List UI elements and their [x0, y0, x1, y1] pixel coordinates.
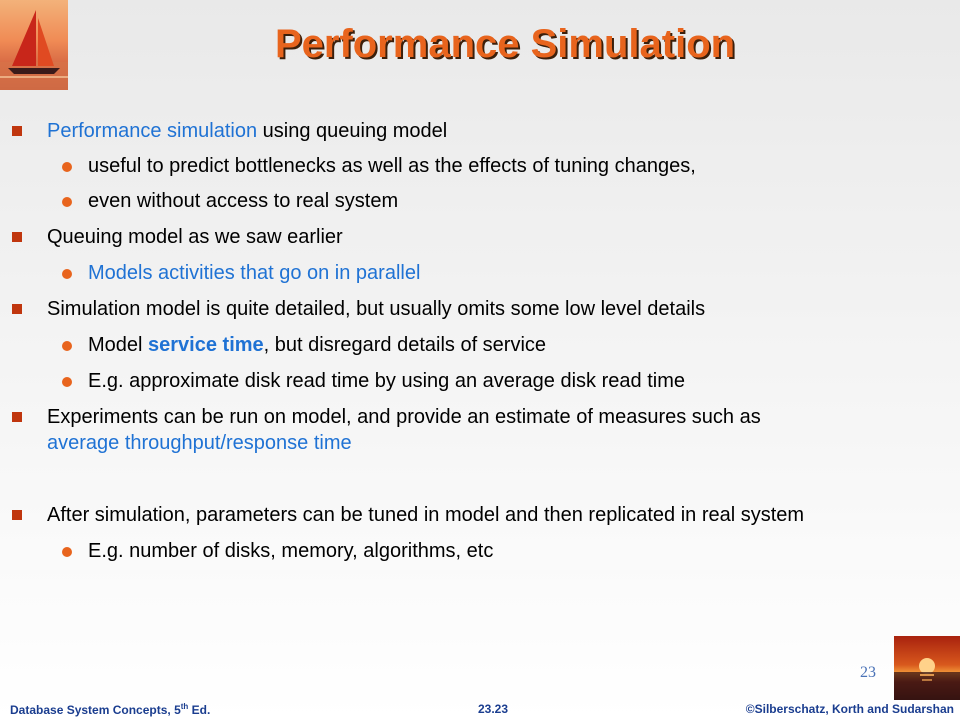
slide-title: Performance Simulation [274, 22, 736, 66]
round-bullet-icon [62, 197, 72, 207]
bullet-text-rest: using queuing model [257, 120, 448, 142]
round-bullet-icon [62, 341, 72, 351]
square-bullet-icon [12, 304, 22, 314]
page-number: 23 [860, 664, 876, 681]
sunset-image [894, 636, 960, 700]
sub-bullet-text-start: Model [88, 334, 149, 356]
round-bullet-icon [62, 547, 72, 557]
sub-bullet-text-rest: , but disregard details of service [263, 334, 547, 356]
sub-bullet-text [88, 332, 546, 358]
footer-book-title-text: Database System Concepts, 5 [10, 703, 181, 717]
sub-bullet-text: even without access to real system [88, 190, 399, 212]
bullet-text: Simulation model is quite detailed, but usually omits some low level details [47, 298, 706, 320]
bullet-text: Queuing model as we saw earlier [47, 226, 343, 248]
square-bullet-icon [12, 412, 22, 422]
square-bullet-icon [12, 510, 22, 520]
sub-bullet-text: E.g. approximate disk read time by using an average disk read time [88, 370, 685, 392]
sub-bullet-text: Models activities that go on in parallel [88, 262, 421, 284]
bullet-text-line2: average throughput/response time [47, 432, 352, 454]
square-bullet-icon [12, 232, 22, 242]
bullet-text-line1: Experiments can be run on model, and provide an estimate of measures such as [47, 406, 761, 428]
round-bullet-icon [62, 269, 72, 279]
bullet-text: After simulation, parameters can be tuned in model and then replicated in real system [47, 504, 805, 526]
bullet-text [47, 118, 447, 144]
sub-bullet-text: useful to predict bottlenecks as well as the effects of tuning changes, [88, 155, 696, 177]
square-bullet-icon [12, 126, 22, 136]
footer-edition-suffix: Ed. [188, 703, 211, 717]
footer-slide-id: 23.23 [478, 702, 509, 716]
footer-edition-sup: th [180, 702, 189, 711]
footer-book-title [10, 702, 210, 717]
sub-bullet-text: E.g. number of disks, memory, algorithms, etc [88, 540, 494, 562]
footer-copyright: ©Silberschatz, Korth and Sudarshan [745, 702, 954, 716]
highlight-term: service time [148, 334, 264, 356]
round-bullet-icon [62, 377, 72, 387]
slide-footer [0, 700, 960, 720]
highlight-term: Performance simulation [47, 120, 258, 142]
round-bullet-icon [62, 162, 72, 172]
